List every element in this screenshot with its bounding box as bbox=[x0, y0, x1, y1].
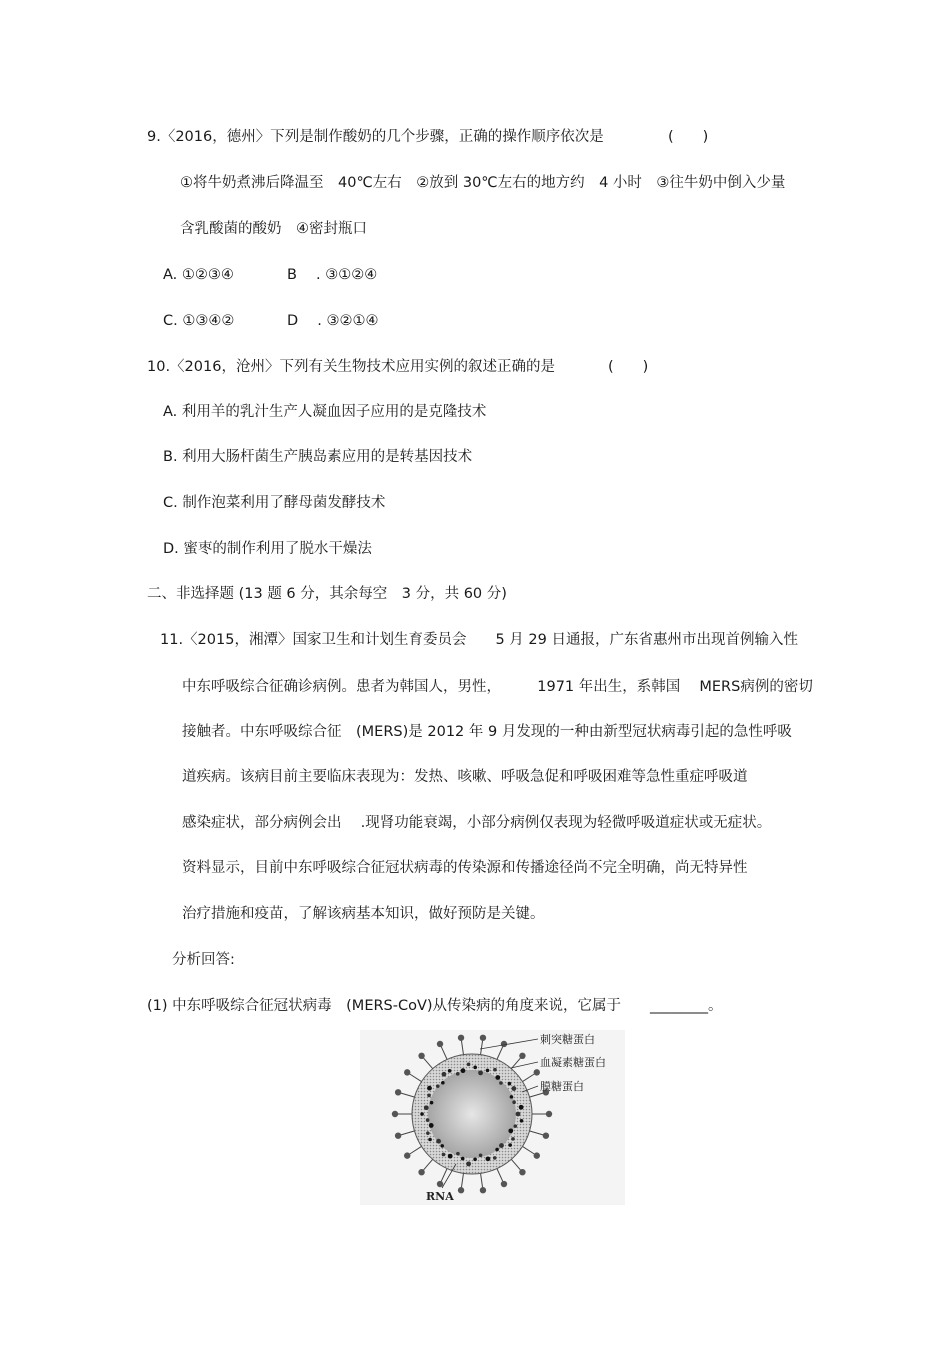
rna-dot bbox=[426, 1118, 430, 1122]
q11-line3: 接触者。中东呼吸综合征 (MERS)是 2012 年 9 月发现的一种由新型冠状病毒引起的急性呼吸 bbox=[182, 724, 792, 740]
rna-dot bbox=[508, 1082, 512, 1086]
q11-line6: 资料显示，目前中东呼吸综合征冠状病毒的传染源和传播途径尚不完全明确，尚无特异性 bbox=[182, 860, 748, 876]
spike-head bbox=[404, 1069, 410, 1075]
spike-head bbox=[404, 1152, 410, 1158]
rna-dot bbox=[428, 1138, 432, 1142]
rna-dot bbox=[511, 1137, 515, 1141]
spike-head bbox=[480, 1035, 486, 1041]
rna-dot bbox=[478, 1070, 483, 1075]
q9-steps-line1: ①将牛奶煮沸后降温至 40℃左右 ②放到 30℃左右的地方约 4 小时 ③往牛奶中倒入少量 bbox=[180, 175, 786, 191]
q10-stem: 10.〈2016，沧州〉下列有关生物技术应用实例的叙述正确的是 bbox=[147, 359, 555, 375]
spike-head bbox=[543, 1132, 549, 1138]
spike-head bbox=[392, 1111, 398, 1117]
spike-head bbox=[395, 1132, 401, 1138]
rna-dot bbox=[420, 1112, 424, 1116]
rna-dot bbox=[520, 1119, 524, 1123]
rna-dot bbox=[436, 1139, 441, 1144]
rna-dot bbox=[516, 1112, 521, 1117]
spike-head bbox=[418, 1169, 424, 1175]
rna-dot bbox=[467, 1063, 471, 1067]
rna-dot bbox=[493, 1068, 497, 1072]
q9-option-c: C. ①③④② bbox=[163, 313, 235, 329]
rna-dot bbox=[461, 1157, 465, 1161]
rna-dot bbox=[479, 1153, 483, 1157]
q9-stem: 9.〈2016，德州〉下列是制作酸奶的几个步骤，正确的操作顺序依次是 bbox=[147, 129, 604, 145]
rna-dot bbox=[442, 1153, 446, 1157]
rna-dot bbox=[448, 1069, 452, 1073]
rna-dot bbox=[456, 1152, 460, 1156]
section2-heading: 二、非选择题 (13 题 6 分，其余每空 3 分，共 60 分) bbox=[147, 586, 507, 602]
rna-dot bbox=[426, 1131, 430, 1135]
rna-dot bbox=[441, 1081, 445, 1085]
q10-option-a: A. 利用羊的乳汁生产人凝血因子应用的是克隆技术 bbox=[163, 404, 487, 420]
rna-dot bbox=[430, 1101, 434, 1105]
q9-steps-line2: 含乳酸菌的酸奶 ④密封瓶口 bbox=[180, 221, 367, 237]
spike-head bbox=[546, 1111, 552, 1117]
q11-line1: 11.〈2015，湘潭〉国家卫生和计划生育委员会 5 月 29 日通报，广东省惠州市出现首例输入性 bbox=[160, 632, 798, 648]
q10-option-b: B. 利用大肠杆菌生产胰岛素应用的是转基因技术 bbox=[163, 449, 473, 465]
rna-dot bbox=[493, 1156, 497, 1160]
q10-option-d: D. 蜜枣的制作利用了脱水干燥法 bbox=[163, 541, 372, 557]
rna-dot bbox=[486, 1069, 490, 1073]
spike-head bbox=[395, 1089, 401, 1095]
q9-answer-paren: ( ) bbox=[668, 129, 709, 145]
q11-analysis-label: 分析回答: bbox=[172, 952, 235, 968]
rna-dot bbox=[486, 1156, 491, 1161]
rna-dot bbox=[466, 1161, 471, 1166]
spike-head bbox=[501, 1041, 507, 1047]
rna-dot bbox=[508, 1143, 512, 1147]
rna-dot bbox=[427, 1086, 432, 1091]
rna-dot bbox=[473, 1157, 477, 1161]
q9-option-b: B . ③①②④ bbox=[287, 267, 378, 283]
rna-dot bbox=[440, 1144, 444, 1148]
rna-dot bbox=[510, 1095, 514, 1099]
rna-dot bbox=[508, 1128, 513, 1133]
label-rna: RNA bbox=[426, 1190, 454, 1203]
rna-dot bbox=[499, 1081, 503, 1085]
spike-head bbox=[458, 1187, 464, 1193]
spike-head bbox=[501, 1181, 507, 1187]
q11-line5: 感染症状，部分病例会出 .现肾功能衰竭，小部分病例仅表现为轻微呼吸道症状或无症状。 bbox=[182, 815, 772, 831]
label-spike-glycoprotein: 刺突糖蛋白 bbox=[540, 1033, 595, 1046]
label-hemagglutinin-glycoprotein: 血凝素糖蛋白 bbox=[540, 1056, 606, 1069]
spike-head bbox=[437, 1181, 443, 1187]
rna-dot bbox=[427, 1094, 431, 1098]
rna-dot bbox=[473, 1066, 477, 1070]
rna-dot bbox=[461, 1068, 466, 1073]
coronavirus-diagram bbox=[360, 1030, 625, 1205]
q11-line4: 道疾病。该病目前主要临床表现为：发热、咳嗽、呼吸急促和呼吸困难等急性重症呼吸道 bbox=[182, 769, 748, 785]
spike-head bbox=[480, 1187, 486, 1193]
rna-dot bbox=[448, 1154, 453, 1159]
rna-dot bbox=[424, 1105, 429, 1110]
spike-head bbox=[418, 1053, 424, 1059]
spike-head bbox=[519, 1053, 525, 1059]
rna-dot bbox=[511, 1086, 516, 1091]
rna-dot bbox=[456, 1072, 460, 1076]
q11-subquestion-1: (1) 中东呼吸综合征冠状病毒 (MERS-CoV)从传染病的角度来说，它属于 ________。 bbox=[147, 998, 723, 1014]
q11-line7: 治疗措施和疫苗，了解该病基本知识，做好预防是关键。 bbox=[182, 906, 545, 922]
q10-option-c: C. 制作泡菜利用了酵母菌发酵技术 bbox=[163, 495, 386, 511]
q10-answer-paren: ( ) bbox=[608, 359, 649, 375]
q9-option-d: D . ③②①④ bbox=[287, 313, 379, 329]
rna-dot bbox=[495, 1148, 499, 1152]
rna-dot bbox=[499, 1143, 504, 1148]
rna-dot bbox=[442, 1072, 447, 1077]
spike-head bbox=[519, 1169, 525, 1175]
rna-dot bbox=[512, 1100, 516, 1104]
rna-dot bbox=[514, 1124, 518, 1128]
label-membrane-glycoprotein: 膜糖蛋白 bbox=[540, 1080, 584, 1093]
rna-dot bbox=[429, 1123, 434, 1128]
spike-head bbox=[534, 1069, 540, 1075]
q11-line2: 中东呼吸综合征确诊病例。患者为韩国人，男性， 1971 年出生，系韩国 MERS病例的密切 bbox=[182, 679, 813, 695]
rna-dot bbox=[436, 1084, 440, 1088]
rna-dot bbox=[519, 1105, 524, 1110]
rna-dot bbox=[495, 1075, 500, 1080]
q9-option-a: A. ①②③④ bbox=[163, 267, 234, 283]
spike-head bbox=[458, 1035, 464, 1041]
spike-head bbox=[437, 1041, 443, 1047]
spike-head bbox=[534, 1152, 540, 1158]
